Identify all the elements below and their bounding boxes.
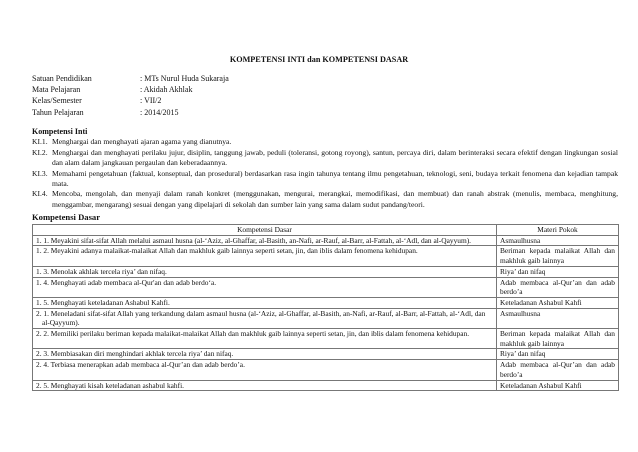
kd-cell: 2. 1. Meneladani sifat-sifat Allah yang terkandung dalam asmaul husna (al-‘Aziz, al-Ghaffar, al-Basith, an-Nafi, ar-Rauf, al-Barr, al-Fattah, al-‘Adl, dan al-Qayyum). <box>33 308 497 328</box>
info-row <box>32 73 229 84</box>
table-row <box>33 246 619 266</box>
ki-item <box>32 169 618 190</box>
table-row <box>33 297 619 308</box>
table-row <box>33 308 619 328</box>
kd-cell: 1. 1. Meyakini sifat-sifat Allah melalui asmaul husna (al-‘Aziz, al-Ghaffar, al-Basith, an-Nafi, ar-Rauf, al-Barr, al-Fattah, al-‘Adl, dan al-Qayyum). <box>33 235 497 246</box>
document-title: KOMPETENSI INTI dan KOMPETENSI DASAR <box>229 55 409 64</box>
materi-cell: Keteladanan Ashabul Kahfi <box>497 297 619 308</box>
materi-cell: Riya’ dan nifaq <box>497 349 619 360</box>
ki-text: Memahami pengetahuan (faktual, konseptual, dan prosedural) berdasarkan rasa ingin tahunya tentang ilmu pengetahuan, teknologi, seni, budaya terkait fenomena dan kejadian tampak mata. <box>52 168 618 189</box>
kompetensi-inti-section <box>32 127 618 210</box>
kd-cell: 2. 2. Memiliki perilaku beriman kepada malaikat-malaikat Allah dan makhluk gaib lainnya seperti setan, jin, dan iblis dalam fenomena kehidupan. <box>33 329 497 349</box>
info-label: Kelas/Semester <box>32 96 82 106</box>
column-header-materi: Materi Pokok <box>497 225 619 236</box>
ki-code: KI.4. <box>32 189 48 199</box>
kd-cell: 2. 5. Menghayati kisah keteladanan ashabul kahfi. <box>33 380 497 391</box>
kd-cell: 1. 3. Menolak akhlak tercela riya’ dan nifaq. <box>33 266 497 277</box>
info-value: : 2014/2015 <box>140 107 179 117</box>
info-row <box>32 84 229 95</box>
ki-text: Mencoba, mengolah, dan menyaji dalam ranah konkret (menggunakan, mengurai, merangkai, memodifikasi, dan membuat) dan ranah abstrak (menulis, membaca, menghitung, menggambar, mengarang) sesuai dengan yang dipelajari di sekolah dan sumber lain yang sama dalam sudut pandang/teori. <box>52 189 618 209</box>
kompetensi-dasar-table <box>32 224 619 391</box>
info-value: : VII/2 <box>140 96 162 106</box>
ki-heading: Kompetensi Inti <box>32 127 88 136</box>
table-row <box>33 235 619 246</box>
table-row <box>33 266 619 277</box>
kd-cell: 1. 4. Menghayati adab membaca al-Qur'an dan adab berdo‘a. <box>33 277 497 297</box>
ki-code: KI.1. <box>32 137 48 147</box>
materi-cell: Adab membaca al-Qur’an dan adab berdo’a <box>497 277 619 297</box>
ki-item <box>32 189 618 210</box>
kd-cell: 2. 3. Membiasakan diri menghindari akhlak tercela riya’ dan nifaq. <box>33 349 497 360</box>
kd-cell: 1. 2. Meyakini adanya malaikat-malaikat Allah dan makhluk gaib lainnya seperti setan, jin, dan iblis dalam fenomena kehidupan. <box>33 246 497 266</box>
ki-text: Menghargai dan menghayati perilaku jujur, disiplin, tanggung jawab, peduli (toleransi, gotong royong), santun, percaya diri, dalam berinteraksi secara efektif dengan lingkungan sosial dan alam dalam jangkauan pergaulan dan keberadaannya. <box>52 147 618 168</box>
column-header-kd: Kompetensi Dasar <box>33 225 497 236</box>
materi-cell: Riya’ dan nifaq <box>497 266 619 277</box>
info-value: : Akidah Akhlak <box>140 85 193 95</box>
table-row <box>33 380 619 391</box>
ki-code: KI.3. <box>32 168 48 178</box>
ki-item <box>32 137 618 147</box>
info-row <box>32 107 229 118</box>
kd-heading: Kompetensi Dasar <box>32 212 101 222</box>
info-row <box>32 95 229 106</box>
ki-item <box>32 148 618 169</box>
ki-text: Menghargai dan menghayati ajaran agama yang dianutnya. <box>52 137 232 147</box>
table-row <box>33 349 619 360</box>
ki-code: KI.2. <box>32 147 48 157</box>
materi-cell: Beriman kepada malaikat Allah dan makhluk gaib lainnya <box>497 329 619 349</box>
table-row <box>33 277 619 297</box>
table-header-row <box>33 225 619 236</box>
materi-cell: Asmaulhusna <box>497 235 619 246</box>
kd-cell: 1. 5. Menghayati keteladanan Ashabul Kahfi. <box>33 297 497 308</box>
materi-cell: Keteladanan Ashabul Kahfi <box>497 380 619 391</box>
materi-cell: Asmaulhusna <box>497 308 619 328</box>
info-label: Satuan Pendidikan <box>32 74 92 83</box>
kd-cell: 2. 4. Terbiasa menerapkan adab membaca al-Qur’an dan adab berdo’a. <box>33 360 497 380</box>
info-label: Tahun Pelajaran <box>32 107 84 117</box>
school-info <box>32 73 229 118</box>
materi-cell: Beriman kepada malaikat Allah dan makhluk gaib lainnya <box>497 246 619 266</box>
info-label: Mata Pelajaran <box>32 85 81 95</box>
table-row <box>33 360 619 380</box>
table-row <box>33 329 619 349</box>
materi-cell: Adab membaca al-Qur’an dan adab berdo’a <box>497 360 619 380</box>
info-value: : MTs Nurul Huda Sukaraja <box>140 74 229 83</box>
